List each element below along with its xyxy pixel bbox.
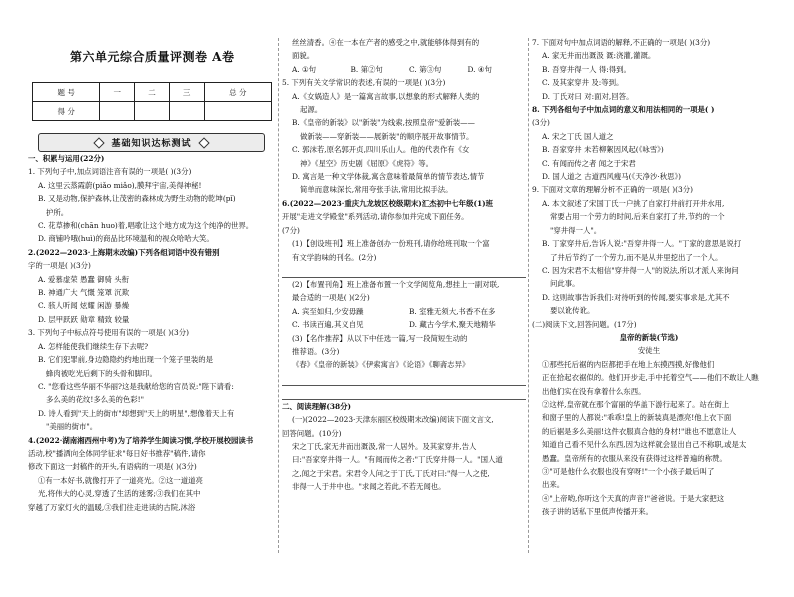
column-divider (278, 38, 279, 553)
text-line: D. 丁氏对曰 对:面对,回答。 (542, 91, 634, 101)
option-item[interactable]: C. 书读百遍,其义自见 (292, 320, 364, 330)
text-line: ③"可是他什么衣服也没有穿呀!"一个小孩子最后叫了 (542, 467, 715, 476)
score-table-cell: 总 分 (204, 83, 271, 102)
diamond-icon (198, 137, 209, 148)
text-line: A.《女娲造人》是一篇寓言故事,以想象的形式解释人类的 (292, 91, 480, 101)
answer-line[interactable] (282, 264, 526, 278)
text-line: 3. 下列句子中标点符号使用有误的一项是( )(3分) (28, 328, 190, 338)
option-row (282, 63, 526, 76)
text-line: 面貌。 (292, 51, 315, 61)
score-table-cell: 三 (169, 83, 204, 102)
text-line: (2)【布置刊角】班上准备布置一个文学阅览角,想挂上一副对联, (292, 279, 500, 289)
text-line: A. 怎样能使我们继续生存下去呢? (38, 341, 149, 351)
diamond-icon (94, 137, 105, 148)
question-heading: 2.(2022—2023·上海期末改编)下列各组词语中没有错别 (28, 247, 220, 257)
text-line: 《春》《皇帝的新装》《伊索寓言》《论语》《聊斋志异》 (292, 360, 470, 370)
text-line: B. 丁家穿井后,告诉人说:"吾穿井得一人。"丁家的意思是说打 (542, 239, 742, 249)
question-heading: 二、阅读理解(38分) (282, 401, 352, 411)
text-line: 出来。 (542, 480, 565, 490)
text-line: (二)阅读下文,回答问题。(17分) (532, 319, 637, 329)
score-table (32, 82, 272, 121)
text-line: 1. 下列句子中,加点词语注音有误的一项是( )(3分) (28, 167, 192, 177)
text-line: D. 诗人看到"天上的街市"却想到"天上的明星",想像着天上有 (38, 408, 235, 418)
text-line: 愚蠢。皇帝所有的衣服从来没有获得过这样普遍的称赞。 (542, 453, 727, 463)
text-line: 正在拾起衣裾似的。他们开步走,手中托着空气——他们不敢让人瞧 (542, 373, 759, 383)
option-item[interactable]: D. ④句 (467, 64, 492, 74)
text-line: A. 宋之丁氏 国人道之 (542, 131, 614, 141)
text-line: 最合适的一项是( )(2分) (292, 293, 370, 303)
banner-text: 基础知识达标测试 (111, 139, 192, 149)
text-line: 推荐语。(3分) (292, 346, 340, 356)
text-line: 开展"走进文学殿堂"系列活动,请你参加并完成下面任务。 (282, 212, 469, 222)
score-field[interactable] (135, 102, 170, 121)
score-field[interactable] (204, 102, 271, 121)
question-heading: 4.(2022·湖南湘西州中考)为了培养学生阅读习惯,学校开展校园读书 (28, 435, 254, 445)
text-line: 非得一人于井中也。"求闻之若此,不若无闻也。 (292, 482, 446, 492)
text-line: D. 寓言是一种文学体裁,寓含意味着最简单的情节表达,情节 (292, 172, 485, 182)
option-item[interactable]: C. 第③句 (409, 64, 442, 74)
text-line: B. 神通广大 气慨 笼罩 沉欺 (38, 288, 130, 298)
option-item[interactable]: B. 第②句 (350, 64, 383, 74)
score-table-cell: 题 号 (33, 83, 100, 102)
text-line: (7分) (282, 225, 300, 235)
text-line: (一)(2022—2023·天津东丽区校级期末改编)阅读下面文言文, (292, 415, 494, 425)
column-middle (282, 36, 526, 597)
text-line: ④"上帝哟,你听这个天真的声音!"爸爸说。于是大家把这 (542, 493, 725, 503)
answer-line[interactable] (282, 372, 526, 386)
question-heading: 一、积累与运用(22分) (28, 154, 105, 163)
text-line: 之,闻之于宋君。宋君令人问之于丁氏,丁氏对曰:"得一人之使, (292, 468, 490, 478)
text-line: "美丽的街市"。 (46, 422, 98, 432)
text-line: ①有一本好书,就像打开了一道亮光。②这一道道亮 (38, 475, 203, 485)
text-line: 宋之丁氏,家无井而出溉汲,常一人居外。及其家穿井,告人 (292, 441, 477, 451)
text-line: D. 这则故事告诉我们:对待听到的传闻,要实事求是,尤其不 (542, 292, 730, 302)
text-line: 做新装——穿新装——展新装"的顺序展开故事情节。 (300, 131, 474, 141)
text-line: ②这样,皇帝就在那个富丽的华盖下游行起来了。站在街上 (542, 399, 730, 409)
score-table-cell: 得 分 (33, 102, 100, 121)
text-line: 修改下面这一封稿件的开头,有语病的一项是( )(3分) (28, 462, 197, 472)
article-author: 安徒生 (637, 346, 661, 356)
column-left (28, 152, 274, 552)
score-table-score-row (33, 102, 272, 121)
text-line: 多么美的花纹!多么美的色彩!" (46, 395, 145, 405)
text-line: 活动,校"播洒向全体同学征求"每日好书推荐"稿件,请你 (28, 448, 206, 458)
text-line: A. 这里云蒸霞蔚(piǎo miǎo),膜拜宇宙,美得神秘! (38, 180, 202, 190)
option-item[interactable]: D. 藏古今学术,聚天地精华 (409, 320, 496, 330)
text-line: 回答问题。(10分) (282, 428, 342, 438)
text-line: C. 有闻而传之者 闻之于宋君 (542, 158, 636, 168)
text-line: "穿井得一人"。 (550, 225, 602, 235)
text-line: 字的一项是( )(3分) (28, 261, 91, 271)
text-line: C. 骇人听闻 炫耀 闲游 暴燥 (38, 301, 130, 311)
text-line: A. 爱慕虚荣 愚蠢 御骑 头衔 (38, 274, 129, 284)
text-line: 的后裾是多么美丽!这件衣服真合他的身材!"谁也不愿意让人 (542, 426, 737, 436)
score-table-header-row (33, 83, 272, 102)
text-line: 知道自己看不见什么东西,因为这样就会显出自己不称职,或是太 (542, 440, 747, 450)
option-row (282, 318, 526, 331)
text-line: 7. 下面对句中加点词语的解释,不正确的一项是( )(3分) (532, 38, 711, 47)
text-line: D. 国人道之 古道西风瘦马(《天净沙·秋思》) (542, 172, 682, 182)
text-line: B. 又是动物,保护森林,让茂密的森林成为野生动物的乾坤(pǐ) (38, 194, 236, 204)
question-heading: 8. 下列各组句子中加点词的意义和用法相同的一项是( ) (532, 105, 715, 115)
text-line: B. 吾家穿井 未若柳絮因风起(《咏雪》) (542, 145, 664, 155)
text-line: 问此事。 (550, 279, 580, 289)
column-right (532, 36, 766, 597)
article-title: 皇帝的新装(节选) (619, 332, 679, 342)
text-line: C. 因为宋君不太相信"穿井得一人"的说法,所以才派人来询问 (542, 265, 739, 275)
text-line: 护所。 (46, 207, 69, 217)
text-line: 有文学韵味的刊名。(2分) (292, 252, 377, 262)
text-line: (3分) (532, 118, 550, 128)
question-heading: 6.(2022—2023·重庆九龙坡区校级期末)汇杰初中七年级(1)班 (282, 198, 493, 208)
text-line: 9. 下面对文章的理解分析不正确的一项是( )(3分) (532, 185, 694, 195)
score-table-cell: 二 (135, 83, 170, 102)
score-table-cell: 一 (100, 83, 135, 102)
text-line: 起源。 (300, 105, 323, 115)
text-line: 光,将伟大的心灵,穿透了生活的迷雾;③我们在其中 (38, 489, 201, 499)
text-line: C. 郭沫若,原名郭开贞,四川乐山人。他的代表作有《女 (292, 145, 470, 155)
text-line: B.《皇帝的新装》以"新装"为线索,按照皇帝"爱新装—— (292, 118, 475, 128)
text-line: A. 家无井而出溉汲 溉:浇灌,灌溉。 (542, 51, 656, 61)
text-line: 孩子讲的话私下里低声传播开来。 (542, 507, 653, 517)
text-line: 简单而意味深长,常用夸张手法,常用比拟手法。 (300, 185, 453, 195)
text-line: ①那些托后裾的内臣都把手在地上东摸西摸,好像他们 (542, 359, 715, 369)
page-title: 第六单元综合质量评测卷 A卷 (70, 50, 235, 64)
score-field[interactable] (100, 102, 135, 121)
text-line: C. 及其家穿井 及:等到。 (542, 78, 624, 88)
text-line: B. 吾穿井得一人 得:得到。 (542, 64, 631, 74)
text-line: C. "您看这些华丽不华丽?这是我献给您的官员说:"陛下请看: (38, 381, 234, 391)
column-divider (528, 38, 529, 553)
text-line: C. 花草掺和(chān huo)着,唱歌让这个地方成为这个纯净的世界。 (38, 221, 254, 231)
text-line: 5. 下列有关文学常识的表述,有误的一项是( )(3分) (282, 78, 446, 88)
text-line: A. 本文叙述了宋国丁氏一户挑了自家打井前打开井水用, (542, 198, 725, 208)
text-line: 出他们实在没有拿着什么东西。 (542, 386, 646, 396)
text-line: 要以讹传讹。 (550, 306, 595, 316)
option-item[interactable]: A. ①句 (292, 64, 317, 74)
text-line: 神》《星空》历史剧《屈原》《虎符》等。 (300, 158, 434, 168)
text-line: D. 层甲跃跃 勋章 精致 较量 (38, 314, 130, 324)
text-line: 了井后节约了一个劳力,而不是从井里挖出了一个人。 (550, 252, 723, 262)
option-item[interactable]: A. 宾至如归,少安毋躁 (292, 306, 364, 316)
text-line: (3)【名作推荐】从以下中任选一篇,写一段简短生动的 (292, 333, 468, 343)
text-line: 常要占用一个劳力的时间,后来自家打了井,节约的一个 (550, 212, 725, 222)
text-line: 曰:"吾家穿井得一人。"有闻而传之者:"丁氏穿井得一人。"国人道 (292, 455, 503, 465)
text-line: 穿越了万家灯火的温暖,③我们往走进读的古院,沐浴 (28, 502, 196, 512)
text-line: (1)【创设班刊】班上准备创办一份班刊,请你给班刊取一个富 (292, 239, 490, 249)
option-item[interactable]: B. 室雅无须大,书香不在多 (409, 306, 496, 316)
answer-line[interactable] (282, 386, 526, 400)
option-row (282, 305, 526, 318)
text-line: 和窗子里的人都说:"乖乖!皇上的新装真是漂亮!他上衣下面 (542, 413, 732, 423)
score-field[interactable] (169, 102, 204, 121)
text-line: 丝丝清香。④在一本在产者的感受之中,就能够体得到有的 (292, 38, 480, 47)
text-line: 蜂肉被吃光后剩下的头骨和脚印。 (46, 368, 157, 378)
text-line: B. 它们犯罪前,身边隐隐约约地出现一个笼子里装的是 (38, 355, 214, 365)
text-line: D. 商铺吟哦(huì)的商品比环境温和的视众哈哈大笑。 (38, 234, 214, 244)
section-banner (38, 133, 265, 152)
